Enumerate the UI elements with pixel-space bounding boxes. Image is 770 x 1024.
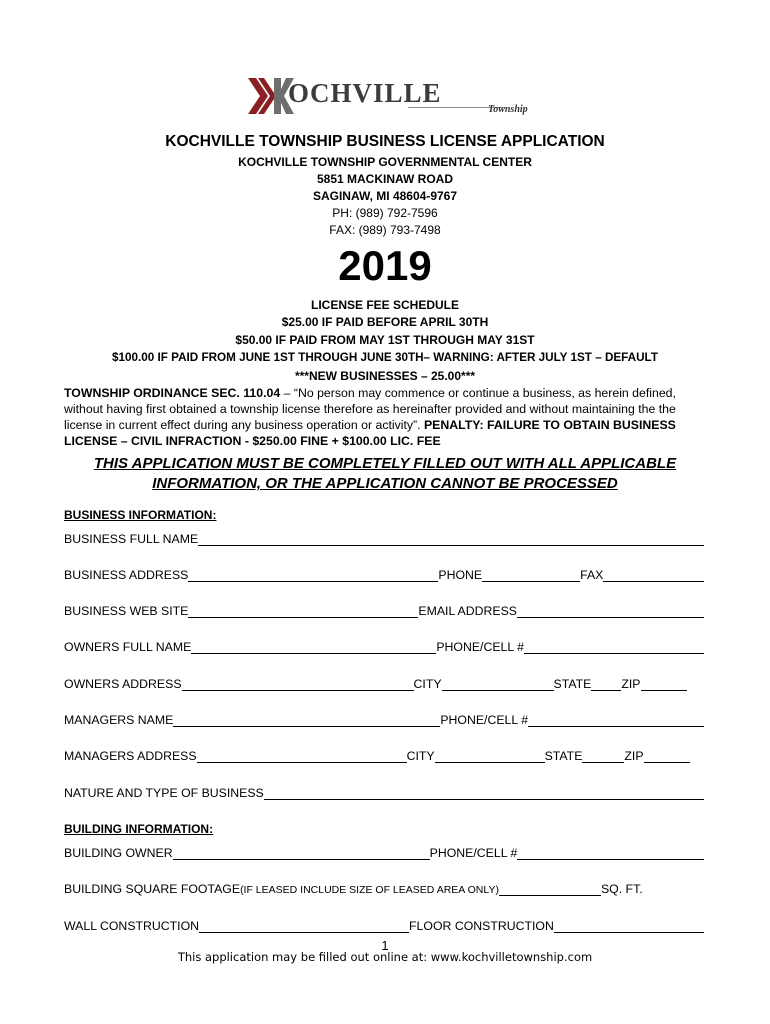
business-address-field[interactable]: [188, 570, 438, 582]
construction-row: [64, 919, 704, 933]
business-website-label: BUSINESS WEB SITE: [64, 604, 189, 618]
business-website-row: [64, 604, 704, 618]
footer-note: This application may be filled out online at: www.kochvilletownship.com: [177, 950, 593, 964]
business-address-label: BUSINESS ADDRESS: [64, 568, 189, 582]
wall-construction-label: WALL CONSTRUCTION: [64, 919, 200, 933]
managers-address-row: [64, 749, 704, 763]
building-owner-field[interactable]: [173, 848, 430, 860]
nature-of-business-label: NATURE AND TYPE OF BUSINESS: [64, 786, 264, 800]
managers-address-label: MANAGERS ADDRESS: [64, 749, 197, 763]
managers-zip-field[interactable]: [644, 751, 690, 763]
nature-of-business-row: [64, 786, 704, 800]
business-fax-label: FAX: [580, 568, 604, 582]
business-full-name-field[interactable]: [198, 534, 704, 546]
owners-phone-label: PHONE/CELL #: [436, 640, 525, 654]
page-number: 1: [381, 938, 389, 953]
business-address-row: [64, 568, 704, 582]
building-phone-field[interactable]: [517, 848, 704, 860]
phone-number: PH: (989) 792-7596: [332, 206, 438, 220]
business-full-name-row: [64, 532, 704, 546]
ordinance-paragraph: [64, 385, 714, 449]
logo-subtitle: Township: [488, 104, 528, 115]
managers-name-label: MANAGERS NAME: [64, 713, 174, 727]
managers-city-field[interactable]: [435, 751, 545, 763]
warning-line-1: THIS APPLICATION MUST BE COMPLETELY FILLED OUT WITH ALL APPLICABLE: [93, 455, 677, 472]
owners-zip-field[interactable]: [641, 679, 687, 691]
owners-phone-field[interactable]: [524, 642, 704, 654]
building-owner-label: BUILDING OWNER: [64, 846, 173, 860]
business-website-field[interactable]: [188, 606, 418, 618]
ordinance-penalty: PENALTY: FAILURE TO OBTAIN BUSINESS LICENSE – CIVIL INFRACTION - $250.00 FINE + $100.00 LIC. FEE: [64, 418, 676, 448]
building-info-heading: BUILDING INFORMATION:: [64, 822, 214, 836]
ordinance-label: TOWNSHIP ORDINANCE SEC. 110.04: [64, 386, 281, 400]
fee-line-1: $25.00 IF PAID BEFORE APRIL 30TH: [281, 315, 489, 329]
building-sqft-label: BUILDING SQUARE FOOTAGE: [64, 882, 241, 896]
managers-zip-label: ZIP: [624, 749, 644, 763]
floor-construction-label: FLOOR CONSTRUCTION: [409, 919, 554, 933]
fax-number: FAX: (989) 793-7498: [329, 223, 441, 237]
building-sqft-row: [64, 882, 704, 896]
logo-name: OCHVILLE: [288, 78, 442, 108]
managers-name-row: [64, 713, 704, 727]
owners-address-row: [64, 677, 704, 691]
email-address-field[interactable]: [517, 606, 704, 618]
owners-city-field[interactable]: [442, 679, 554, 691]
business-phone-field[interactable]: [482, 570, 580, 582]
page-title: KOCHVILLE TOWNSHIP BUSINESS LICENSE APPLICATION: [165, 133, 605, 150]
city-address: SAGINAW, MI 48604-9767: [312, 189, 458, 203]
ordinance-text: – “No person may commence or continue a business, as herein defined, without having first obtained a township license therefore as hereinafter provided and without maintaining the the license in current effect during any business operation or activity”.: [64, 386, 676, 432]
managers-name-field[interactable]: [173, 715, 440, 727]
email-address-label: EMAIL ADDRESS: [418, 604, 518, 618]
township-logo: [248, 74, 528, 120]
warning-line-2: INFORMATION, OR THE APPLICATION CANNOT BE PROCESSED: [152, 475, 618, 492]
building-sqft-unit: SQ. FT.: [600, 882, 643, 896]
managers-phone-field[interactable]: [528, 715, 704, 727]
building-phone-label: PHONE/CELL #: [429, 846, 518, 860]
building-sqft-note: (IF LEASED INCLUDE SIZE OF LEASED AREA ONLY): [240, 884, 499, 896]
business-info-heading: BUSINESS INFORMATION:: [64, 508, 217, 522]
wall-construction-field[interactable]: [199, 921, 409, 933]
fee-line-4: ***NEW BUSINESSES – 25.00***: [294, 369, 476, 383]
business-fax-field[interactable]: [603, 570, 704, 582]
building-sqft-field[interactable]: [499, 884, 601, 896]
street-address: 5851 MACKINAW ROAD: [316, 172, 454, 186]
building-owner-row: [64, 846, 704, 860]
fee-line-2: $50.00 IF PAID FROM MAY 1ST THROUGH MAY 31ST: [235, 333, 535, 347]
managers-city-label: CITY: [406, 749, 435, 763]
business-phone-label: PHONE: [438, 568, 483, 582]
owners-state-field[interactable]: [591, 679, 621, 691]
fee-line-3: $100.00 IF PAID FROM JUNE 1ST THROUGH JUNE 30TH– WARNING: AFTER JULY 1ST – DEFAULT: [112, 351, 658, 364]
governmental-center: KOCHVILLE TOWNSHIP GOVERNMENTAL CENTER: [238, 155, 532, 169]
managers-address-field[interactable]: [197, 751, 407, 763]
owners-name-label: OWNERS FULL NAME: [64, 640, 192, 654]
owners-city-label: CITY: [413, 677, 442, 691]
owners-address-label: OWNERS ADDRESS: [64, 677, 182, 691]
owners-address-field[interactable]: [182, 679, 414, 691]
managers-state-label: STATE: [544, 749, 583, 763]
business-full-name-label: BUSINESS FULL NAME: [64, 532, 199, 546]
owners-name-row: [64, 640, 704, 654]
owners-zip-label: ZIP: [621, 677, 641, 691]
fee-schedule-heading: LICENSE FEE SCHEDULE: [310, 298, 460, 312]
floor-construction-field[interactable]: [554, 921, 704, 933]
managers-state-field[interactable]: [582, 751, 624, 763]
owners-name-field[interactable]: [191, 642, 436, 654]
nature-of-business-field[interactable]: [264, 788, 704, 800]
managers-phone-label: PHONE/CELL #: [440, 713, 529, 727]
owners-state-label: STATE: [553, 677, 592, 691]
license-year: 2019: [338, 242, 432, 289]
